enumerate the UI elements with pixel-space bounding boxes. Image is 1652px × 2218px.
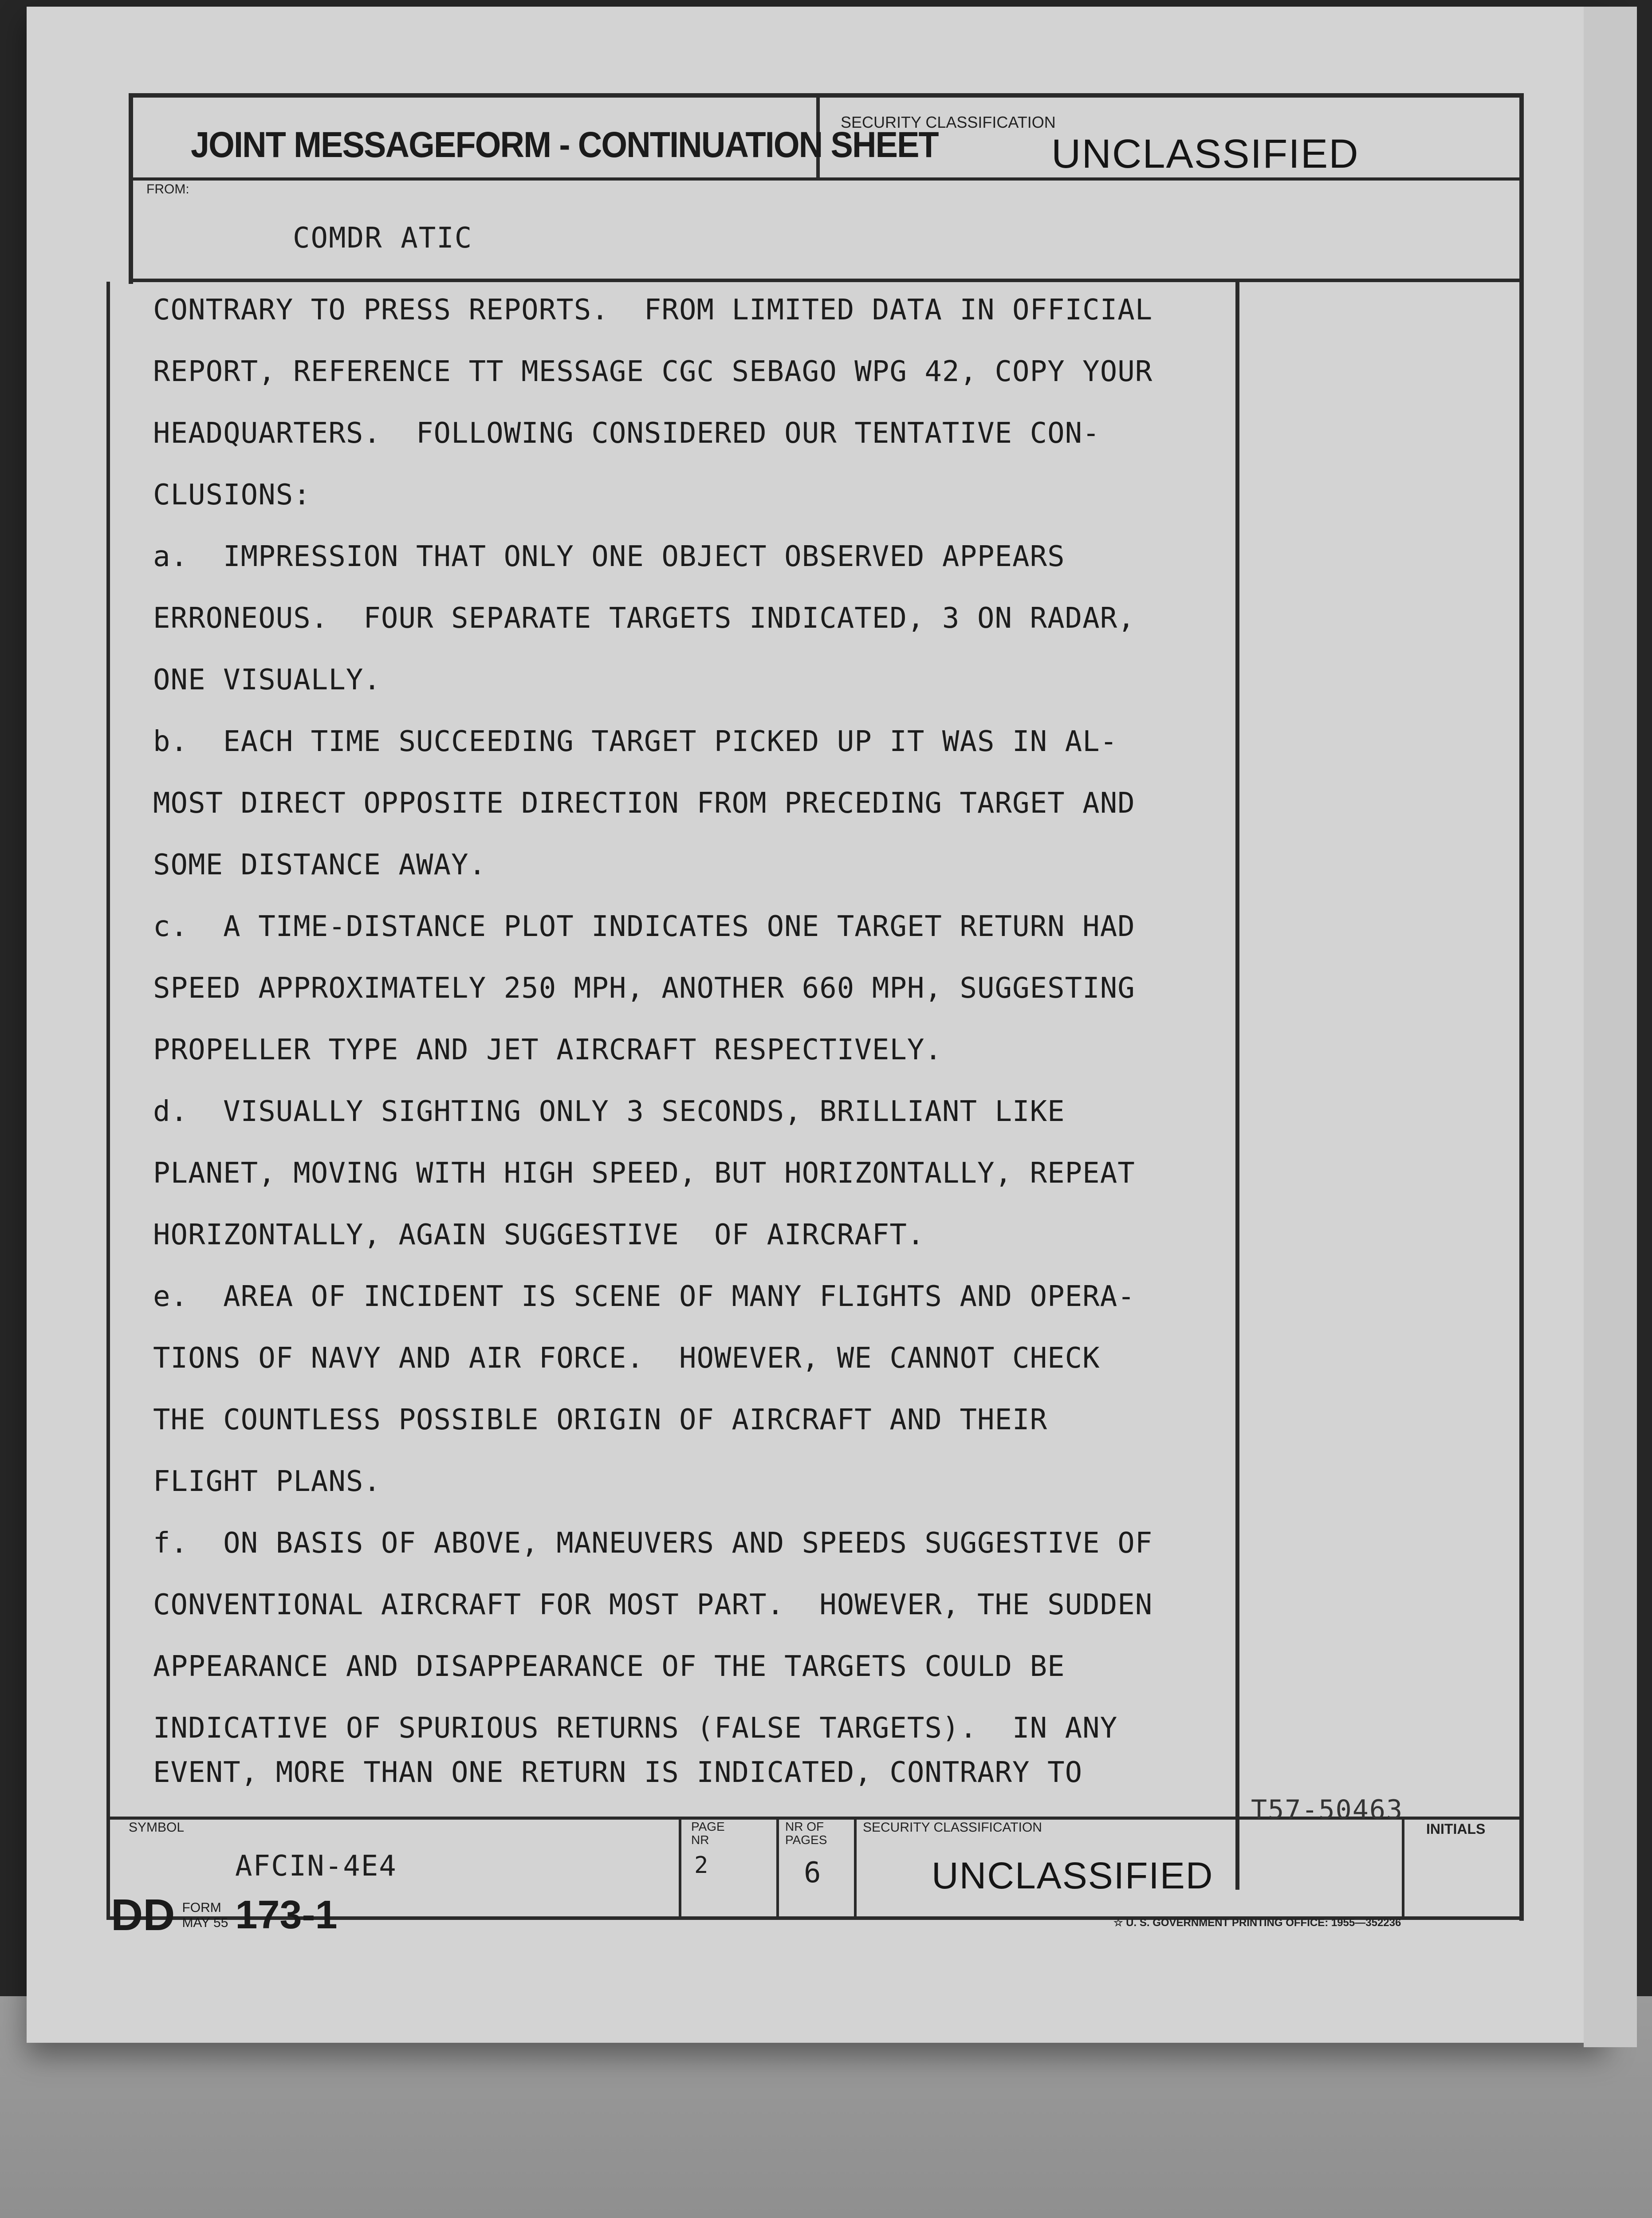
security-classification-label-top: SECURITY CLASSIFICATION — [841, 113, 1056, 131]
photo-right-edge — [1584, 7, 1637, 2047]
body-left-rule — [106, 282, 110, 1861]
form-number — [111, 1890, 338, 1941]
body-line: a. IMPRESSION THAT ONLY ONE OBJECT OBSERVED APPEARS — [153, 540, 1065, 573]
page-value: 2 — [694, 1852, 709, 1879]
footer-left-line — [106, 1817, 110, 1919]
form-date: MAY 55 — [182, 1915, 228, 1930]
page-label: PAGE NR — [691, 1820, 725, 1847]
document-photo — [27, 7, 1606, 2043]
messageform — [106, 93, 1524, 1940]
initials-label: INITIALS — [1426, 1821, 1486, 1837]
body-line: PROPELLER TYPE AND JET AIRCRAFT RESPECTIVELY. — [153, 1034, 942, 1066]
from-label: FROM: — [146, 182, 189, 197]
body-line: FLIGHT PLANS. — [153, 1465, 381, 1498]
nr-pages-label: NR OF PAGES — [785, 1820, 827, 1847]
body-line: INDICATIVE OF SPURIOUS RETURNS (FALSE TARGETS). IN ANY — [153, 1712, 1118, 1745]
body-line: SPEED APPROXIMATELY 250 MPH, ANOTHER 660 MPH, SUGGESTING — [153, 972, 1135, 1005]
symbol-value: AFCIN-4E4 — [235, 1850, 397, 1883]
form-label: FORM — [182, 1900, 221, 1915]
body-line: c. A TIME-DISTANCE PLOT INDICATES ONE TARGET RETURN HAD — [153, 910, 1135, 943]
printer-imprint: ☆ U. S. GOVERNMENT PRINTING OFFICE: 1955—352236 — [1113, 1917, 1401, 1929]
body-line: MOST DIRECT OPPOSITE DIRECTION FROM PRECEDING TARGET AND — [153, 787, 1135, 820]
body-line: d. VISUALLY SIGHTING ONLY 3 SECONDS, BRILLIANT LIKE — [153, 1095, 1065, 1128]
frame-left — [129, 93, 133, 284]
classification-bottom: UNCLASSIFIED — [932, 1855, 1214, 1896]
body-line: EVENT, MORE THAN ONE RETURN IS INDICATED, CONTRARY TO — [153, 1759, 1083, 1786]
body-line: CONTRARY TO PRESS REPORTS. FROM LIMITED DATA IN OFFICIAL — [153, 294, 1153, 326]
frame-right — [1519, 93, 1524, 1921]
footer-div-initials — [1402, 1817, 1404, 1919]
body-line: SOME DISTANCE AWAY. — [153, 849, 487, 881]
body-line: CLUSIONS: — [153, 479, 311, 511]
form-dd: DD — [111, 1890, 175, 1940]
footer-div-security — [854, 1817, 857, 1919]
body-line: CONVENTIONAL AIRCRAFT FOR MOST PART. HOWEVER, THE SUDDEN — [153, 1589, 1153, 1621]
message-body — [153, 279, 1306, 1786]
body-line: e. AREA OF INCIDENT IS SCENE OF MANY FLIGHTS AND OPERA- — [153, 1280, 1135, 1313]
body-line: APPEARANCE AND DISAPPEARANCE OF THE TARGETS COULD BE — [153, 1650, 1065, 1683]
margin-note: T57-50463 — [1251, 1794, 1404, 1825]
body-line: REPORT, REFERENCE TT MESSAGE CGC SEBAGO WPG 42, COPY YOUR — [153, 355, 1153, 388]
frame-top — [129, 93, 1524, 98]
classification-top: UNCLASSIFIED — [1051, 131, 1359, 177]
security-classification-label-bottom: SECURITY CLASSIFICATION — [863, 1820, 1042, 1835]
body-line: HORIZONTALLY, AGAIN SUGGESTIVE OF AIRCRAFT. — [153, 1219, 925, 1251]
symbol-label: SYMBOL — [129, 1820, 185, 1835]
body-line: ONE VISUALLY. — [153, 664, 381, 696]
header-bottom-line — [129, 177, 1524, 181]
form-num: 173-1 — [235, 1893, 338, 1937]
from-value: COMDR ATIC — [293, 222, 473, 255]
footer-div-page — [679, 1817, 681, 1919]
body-line: PLANET, MOVING WITH HIGH SPEED, BUT HORIZONTALLY, REPEAT — [153, 1157, 1135, 1190]
body-line: HEADQUARTERS. FOLLOWING CONSIDERED OUR TENTATIVE CON- — [153, 417, 1100, 450]
body-line: THE COUNTLESS POSSIBLE ORIGIN OF AIRCRAFT AND THEIR — [153, 1404, 1048, 1436]
body-line: TIONS OF NAVY AND AIR FORCE. HOWEVER, WE CANNOT CHECK — [153, 1342, 1100, 1375]
form-label-block — [182, 1900, 228, 1931]
body-line: b. EACH TIME SUCCEEDING TARGET PICKED UP IT WAS IN AL- — [153, 725, 1118, 758]
form-title: JOINT MESSAGEFORM - CONTINUATION SHEET — [191, 125, 938, 165]
nr-pages-value: 6 — [804, 1856, 822, 1889]
footer-div-nrpages — [776, 1817, 779, 1919]
body-line: f. ON BASIS OF ABOVE, MANEUVERS AND SPEEDS SUGGESTIVE OF — [153, 1527, 1153, 1560]
body-line: ERRONEOUS. FOUR SEPARATE TARGETS INDICATED, 3 ON RADAR, — [153, 602, 1135, 635]
